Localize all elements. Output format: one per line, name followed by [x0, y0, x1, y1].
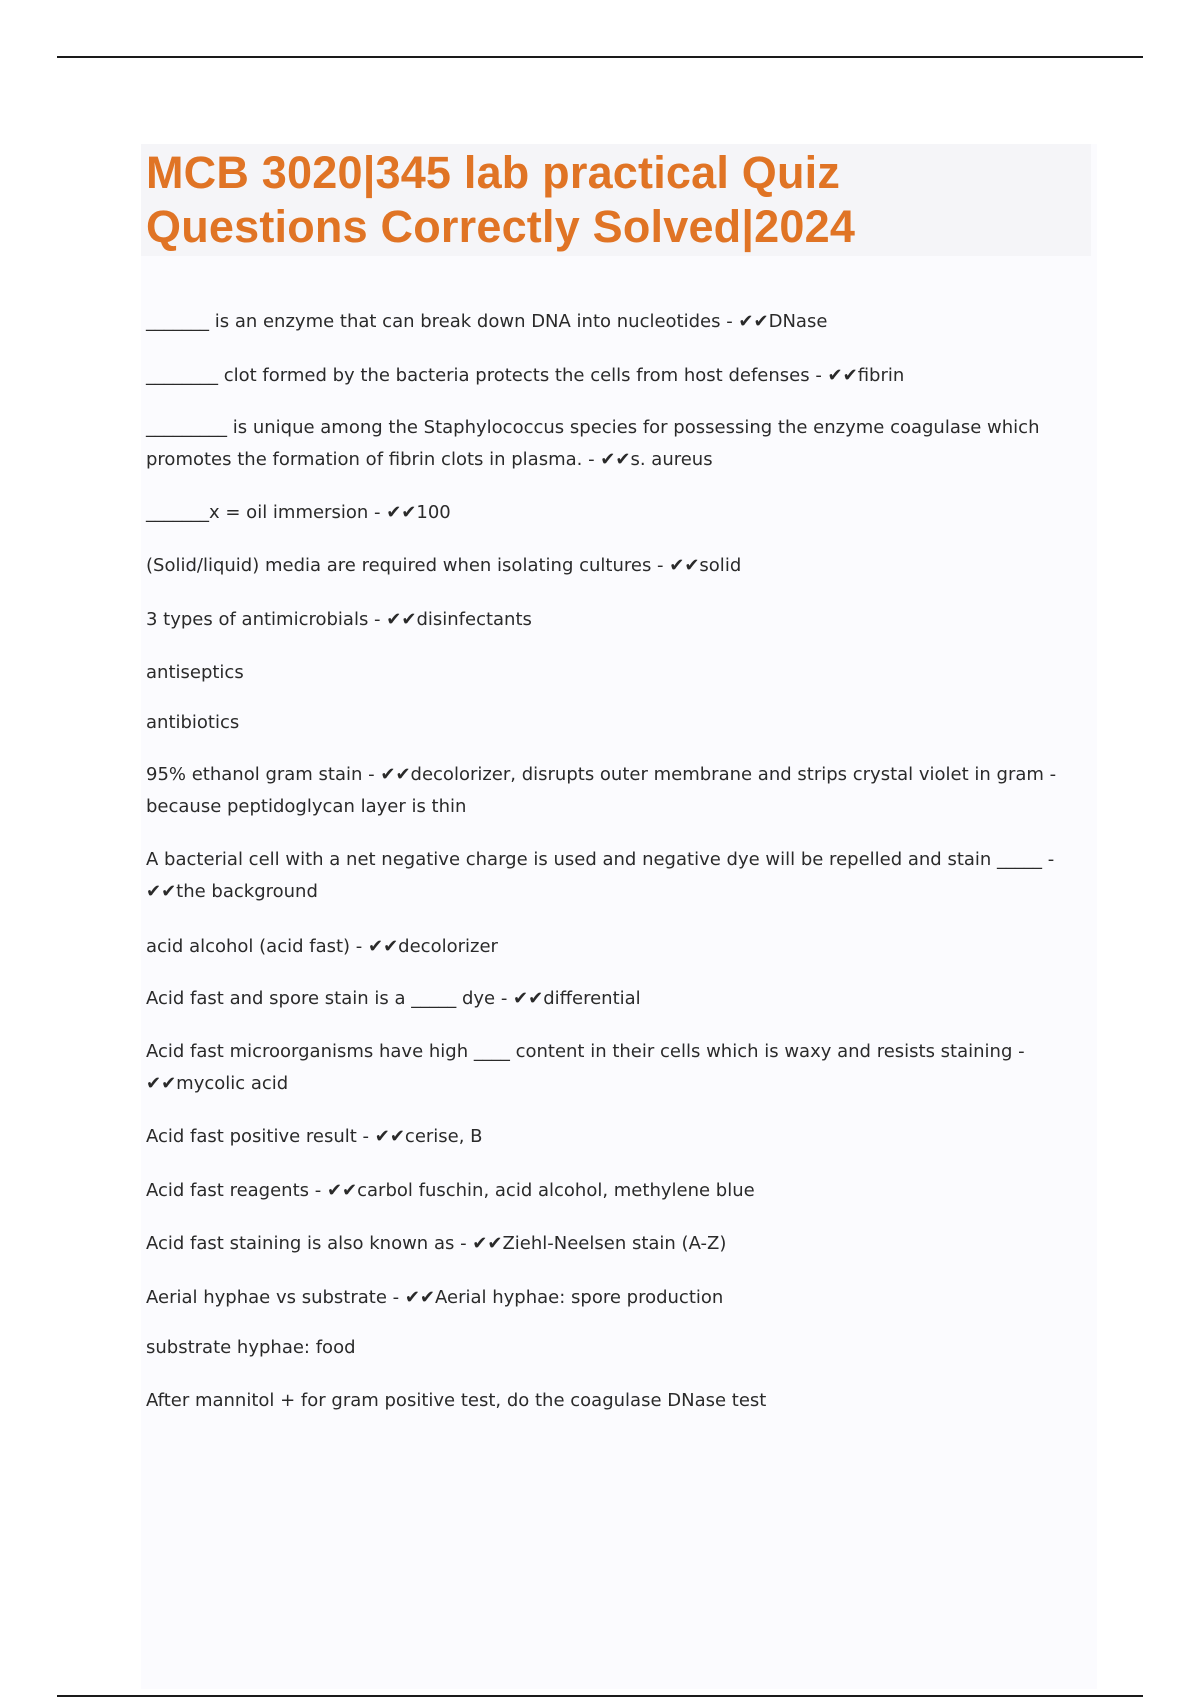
paragraph: 95% ethanol gram stain - ✔✔decolorizer, disrupts outer membrane and strips crystal violet in gram - because peptidoglycan layer is thin	[146, 764, 1057, 817]
paragraph: _______ is an enzyme that can break down DNA into nucleotides - ✔✔DNase	[146, 311, 828, 332]
paragraph: antibiotics	[146, 712, 240, 733]
paragraph: (Solid/liquid) media are required when isolating cultures - ✔✔solid	[146, 555, 742, 576]
paragraph: ________ clot formed by the bacteria protects the cells from host defenses - ✔✔fibrin	[146, 365, 905, 386]
paragraph: 3 types of antimicrobials - ✔✔disinfectants	[146, 609, 532, 630]
paragraph: Acid fast microorganisms have high ____ content in their cells which is waxy and resists staining - ✔✔mycolic acid	[146, 1041, 1025, 1094]
paragraph: _________ is unique among the Staphylococcus species for possessing the enzyme coagulase which promotes the formation of fibrin clots in plasma. - ✔✔s. aureus	[146, 417, 1040, 470]
paragraph: A bacterial cell with a net negative charge is used and negative dye will be repelled and stain _____ - ✔✔the background	[146, 849, 1055, 902]
paragraph: _______x = oil immersion - ✔✔100	[146, 502, 451, 523]
paragraph: substrate hyphae: food	[146, 1337, 356, 1358]
paragraph: After mannitol + for gram positive test, do the coagulase DNase test	[146, 1390, 767, 1411]
paragraph: antiseptics	[146, 662, 244, 683]
paragraph: Aerial hyphae vs substrate - ✔✔Aerial hyphae: spore production	[146, 1287, 724, 1308]
paragraph: Acid fast and spore stain is a _____ dye - ✔✔differential	[146, 988, 641, 1009]
top-rule	[57, 56, 1143, 58]
bottom-rule	[57, 1695, 1143, 1697]
paragraph: Acid fast staining is also known as - ✔✔Ziehl-Neelsen stain (A-Z)	[146, 1233, 727, 1254]
paragraph: Acid fast positive result - ✔✔cerise, B	[146, 1126, 483, 1147]
paragraph: Acid fast reagents - ✔✔carbol fuschin, acid alcohol, methylene blue	[146, 1180, 755, 1201]
document-title: MCB 3020|345 lab practical Quiz Questions Correctly Solved|2024	[146, 147, 856, 252]
paragraph: acid alcohol (acid fast) - ✔✔decolorizer	[146, 936, 498, 957]
